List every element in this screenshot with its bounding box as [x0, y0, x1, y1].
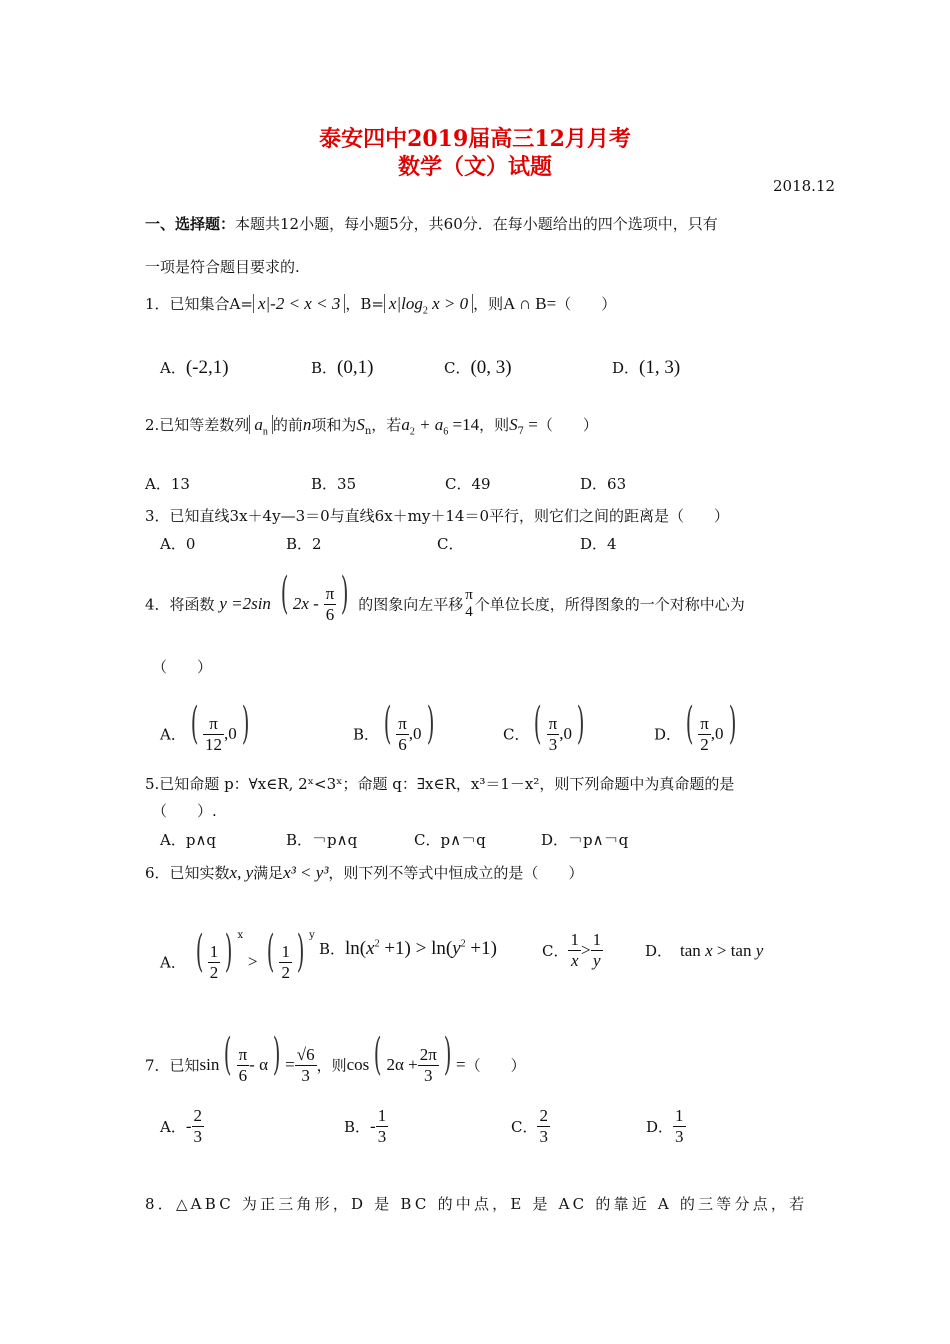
q4-blank: （ ）	[152, 658, 213, 676]
q4-option-c: C． ( $\frac{\pi}{3}$ ,0 )	[503, 698, 585, 754]
question-1: 1．已知集合A= x|-2 < x < 3 ，$B= x|\log_2$ x > 0 ，则A ∩ B=（ ）	[145, 294, 617, 317]
q6-option-d: D． tan x > tan y	[645, 941, 764, 960]
question-2: 2.已知等差数列 $a_n$ 的前n项和为$S_n$，若$a_2 + a_6 =14$，则$S_7$ =（ ）	[145, 415, 598, 438]
q1-option-c: C．(0, 3)	[444, 357, 512, 378]
q1-option-a: A．(-2,1)	[160, 357, 229, 378]
q6-option-c: C． $\frac{1}{x}$ > $\frac{1}{y}$	[542, 930, 602, 970]
question-6: 6．已知实数x, y满足x³ < y³，则下列不等式中恒成立的是（ ）	[145, 863, 584, 882]
q1-option-d: D．(1, 3)	[612, 357, 681, 378]
q7-option-c: C． $\frac{2}{3}$	[511, 1106, 548, 1146]
q7-option-a: A．- $\frac{2}{3}$	[160, 1106, 203, 1146]
q6-option-a: A． ( $\frac{1}{2}$ ) $^x$ > ( $\frac{1}{2}$ ) $^y$	[160, 926, 315, 982]
q3-option-d: D．4	[580, 535, 617, 553]
q2-option-d: D．63	[580, 475, 627, 493]
q2-option-a: A．13	[145, 475, 190, 493]
q5-blank: （ ）.	[152, 802, 217, 820]
q7-option-d: D． $\frac{1}{3}$	[646, 1106, 684, 1146]
question-4: 4．将函数 y =2sin ( 2x - $\frac{\pi}{6}$ ) 的图象向左平移 π 4 个单位长度，所得图象的一个对称中心为	[145, 568, 745, 624]
q5-option-c: C．p∧￢q	[414, 831, 486, 849]
q2-option-b: B．35	[311, 475, 357, 493]
q4-option-b: B． ( $\frac{\pi}{6}$ ,0 )	[353, 698, 434, 754]
q5-option-d: D．￢p∧￢q	[541, 831, 629, 849]
q4-option-d: D． ( $\frac{\pi}{2}$ ,0 )	[654, 698, 736, 754]
q3-option-b: B．2	[286, 535, 322, 553]
q6-option-b: B．$\ln(x^2 +1) > \ln(y^2 +1)$	[319, 938, 497, 959]
q5-option-a: A．p∧q	[160, 831, 217, 849]
title-line-1: 泰安四中2019届高三12月月考	[319, 126, 631, 152]
question-5: 5.已知命题 p：∀x∈R, 2ˣ<3ˣ；命题 q：∃x∈R，x³＝1－x²，则下列命题中为真命题的是	[145, 775, 735, 793]
title-line-2: 数学（文）试题	[397, 154, 552, 180]
question-3: 3．已知直线3x＋4y—3＝0与直线6x＋my＋14＝0平行，则它们之间的距离是（ ）	[145, 507, 729, 525]
q2-option-c: C．49	[445, 475, 491, 493]
section-description	[145, 213, 718, 234]
section-desc-line1: 本题共12小题，每小题5分，共60分．在每小题给出的四个选项中，只有	[235, 215, 718, 233]
question-8: 8．△ABC 为正三角形，D 是 BC 的中点，E 是 AC 的靠近 A 的三等分点，若	[145, 1195, 808, 1213]
question-7: 7．已知sin ( $\frac{\pi}{6}$ - α ) = $\frac{√6}{3}$ ，则cos ( 2α + $\frac{2\pi}{3}$ ) =（ ）	[145, 1029, 526, 1085]
q1-option-b: B．(0,1)	[311, 357, 374, 378]
section-heading: 一、选择题：	[145, 215, 236, 233]
exam-date: 2018.12	[773, 177, 836, 195]
q7-option-b: B．- $\frac{1}{3}$	[344, 1106, 387, 1146]
q4-option-a: A． ( $\frac{\pi}{12}$ ,0 )	[160, 698, 250, 754]
set-b: $x|\log_2$ x > 0	[384, 294, 473, 313]
q3-option-c: C．	[437, 535, 464, 553]
q5-option-b: B．￢p∧q	[286, 831, 358, 849]
q3-option-a: A．0	[160, 535, 196, 553]
section-desc-line2: 一项是符合题目要求的.	[145, 258, 300, 276]
set-a: x|-2 < x < 3	[253, 294, 345, 313]
